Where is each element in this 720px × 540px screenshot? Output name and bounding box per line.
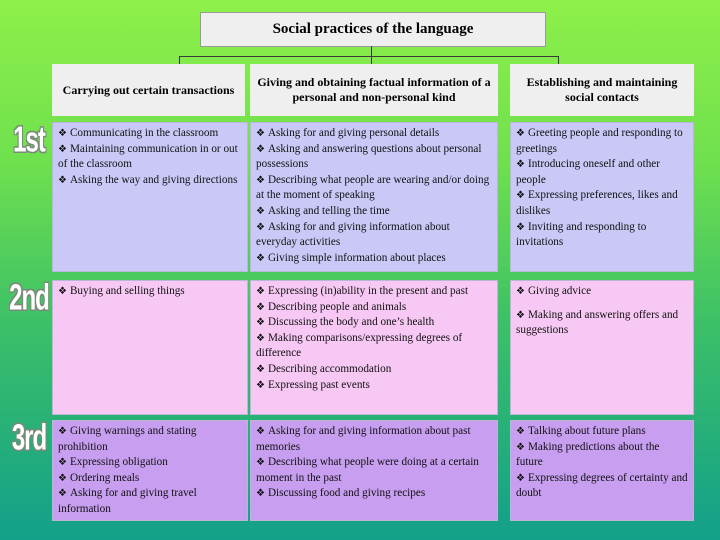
diamond-bullet-icon: ❖ — [516, 441, 525, 453]
diamond-bullet-icon: ❖ — [516, 286, 525, 297]
diamond-bullet-icon: ❖ — [516, 159, 525, 171]
list-item-text: Asking for and giving information about everyday activities — [256, 220, 450, 249]
list-item-text: Expressing past events — [267, 378, 370, 391]
list-item-text: Expressing preferences, likes and dislikes — [516, 189, 678, 217]
list-item — [256, 455, 492, 486]
level-label-2nd: 2nd — [9, 278, 49, 319]
diamond-bullet-icon: ❖ — [256, 457, 265, 469]
level-label-3rd: 3rd — [11, 418, 47, 459]
list-item — [516, 126, 688, 157]
diamond-bullet-icon: ❖ — [256, 143, 265, 155]
diamond-bullet-icon: ❖ — [256, 205, 265, 217]
list-item-text: Describing what people are wearing and/or doing at the moment of speaking — [256, 173, 490, 202]
list-item-text: Ordering meals — [69, 471, 140, 484]
list-item-text: Expressing degrees of certainty and doubt — [516, 471, 688, 500]
list-item-text: Communicating in the classroom — [69, 127, 219, 139]
list-item-text: Making predictions about the future — [516, 440, 660, 469]
list-item — [256, 378, 492, 394]
connector-trunk — [371, 46, 372, 56]
list-item — [256, 315, 492, 331]
diamond-bullet-icon: ❖ — [516, 190, 525, 202]
diamond-bullet-icon: ❖ — [256, 426, 265, 437]
list-item — [256, 362, 492, 378]
list-item-text: Giving warnings and stating prohibition — [58, 425, 197, 453]
list-item-text: Asking for and giving travel information — [58, 487, 197, 515]
list-item — [516, 424, 688, 440]
list-item — [256, 251, 492, 267]
diagram-title: Social practices of the language — [200, 12, 546, 47]
list-item — [58, 455, 242, 471]
diamond-bullet-icon: ❖ — [58, 128, 67, 139]
cell-1st-transactions — [52, 122, 248, 272]
list-item-text: Describing accommodation — [267, 362, 392, 375]
list-item-text: Expressing obligation — [69, 456, 168, 469]
list-item — [256, 142, 492, 173]
diamond-bullet-icon: ❖ — [516, 426, 525, 437]
list-item — [58, 284, 242, 300]
list-item — [256, 220, 492, 251]
list-item-text: Describing what people were doing at a certain moment in the past — [256, 456, 479, 484]
diamond-bullet-icon: ❖ — [256, 174, 265, 186]
list-item — [516, 157, 688, 188]
diamond-bullet-icon: ❖ — [256, 488, 265, 500]
list-item-text: Asking and telling the time — [267, 204, 390, 217]
diamond-bullet-icon: ❖ — [58, 457, 67, 469]
list-item-text: Asking for and giving information about past memories — [256, 425, 471, 453]
list-item-text: Making and answering offers and suggestions — [516, 308, 679, 337]
diamond-bullet-icon: ❖ — [256, 363, 265, 375]
list-item-text: Talking about future plans — [527, 425, 646, 437]
list-item — [58, 173, 242, 189]
column-header-transactions: Carrying out certain transactions — [52, 64, 245, 116]
diamond-bullet-icon: ❖ — [516, 472, 525, 484]
list-item — [256, 126, 492, 142]
diamond-bullet-icon: ❖ — [58, 174, 67, 186]
list-item-text: Discussing the body and one’s health — [267, 316, 435, 329]
list-item — [256, 331, 492, 362]
list-item — [516, 188, 688, 219]
list-item-text: Introducing oneself and other people — [516, 158, 661, 186]
list-item — [256, 424, 492, 455]
list-item-text: Discussing food and giving recipes — [267, 487, 426, 500]
list-item — [516, 308, 688, 339]
list-item — [58, 486, 242, 517]
list-item — [256, 173, 492, 204]
diamond-bullet-icon: ❖ — [256, 221, 265, 233]
diamond-bullet-icon: ❖ — [516, 309, 525, 321]
cell-3rd-social-contacts — [510, 420, 694, 521]
list-item — [516, 284, 688, 300]
list-item-text: Buying and selling things — [69, 285, 185, 297]
list-item — [58, 471, 242, 487]
diamond-bullet-icon: ❖ — [256, 332, 265, 344]
cell-3rd-factual-information — [250, 420, 498, 521]
list-item — [256, 204, 492, 220]
column-header-factual-information: Giving and obtaining factual information of a personal and non-personal kind — [250, 64, 498, 116]
diamond-bullet-icon: ❖ — [58, 472, 67, 484]
connector-bar — [179, 56, 559, 57]
list-item-text: Making comparisons/expressing degrees of difference — [256, 331, 463, 360]
diamond-bullet-icon: ❖ — [58, 426, 67, 437]
list-item-text: Greeting people and responding to greetings — [516, 127, 683, 155]
cell-2nd-social-contacts — [510, 280, 694, 415]
list-item — [516, 440, 688, 471]
list-item-text: Asking and answering questions about personal possessions — [256, 142, 482, 171]
cell-3rd-transactions — [52, 420, 248, 521]
diamond-bullet-icon: ❖ — [256, 317, 265, 329]
diamond-bullet-icon: ❖ — [256, 379, 265, 391]
list-item — [256, 284, 492, 300]
diamond-bullet-icon: ❖ — [516, 221, 525, 233]
list-item-text: Inviting and responding to invitations — [516, 220, 647, 249]
list-item — [58, 126, 242, 142]
cell-2nd-factual-information — [250, 280, 498, 415]
list-item-text: Asking for and giving personal details — [267, 127, 440, 139]
cell-1st-social-contacts — [510, 122, 694, 272]
level-label-1st: 1st — [13, 120, 45, 161]
diamond-bullet-icon: ❖ — [58, 286, 67, 297]
list-item — [58, 142, 242, 173]
list-item-text: Describing people and animals — [267, 300, 407, 313]
diamond-bullet-icon: ❖ — [256, 301, 265, 313]
list-item-text: Expressing (in)ability in the present and past — [267, 285, 469, 297]
diamond-bullet-icon: ❖ — [58, 488, 67, 500]
cell-1st-factual-information — [250, 122, 498, 272]
list-item — [58, 424, 242, 455]
diamond-bullet-icon: ❖ — [256, 252, 265, 264]
column-header-social-contacts: Establishing and maintaining social contacts — [510, 64, 694, 116]
list-item — [256, 300, 492, 316]
list-item — [256, 486, 492, 502]
diamond-bullet-icon: ❖ — [256, 128, 265, 139]
list-item — [516, 471, 688, 502]
cell-2nd-transactions — [52, 280, 248, 415]
list-item-text: Giving advice — [527, 285, 592, 297]
diamond-bullet-icon: ❖ — [516, 128, 525, 139]
list-item — [516, 220, 688, 251]
diamond-bullet-icon: ❖ — [58, 143, 67, 155]
diamond-bullet-icon: ❖ — [256, 286, 265, 297]
list-item-text: Asking the way and giving directions — [69, 173, 238, 186]
list-item-text: Maintaining communication in or out of the classroom — [58, 142, 238, 171]
list-item-text: Giving simple information about places — [267, 251, 446, 264]
